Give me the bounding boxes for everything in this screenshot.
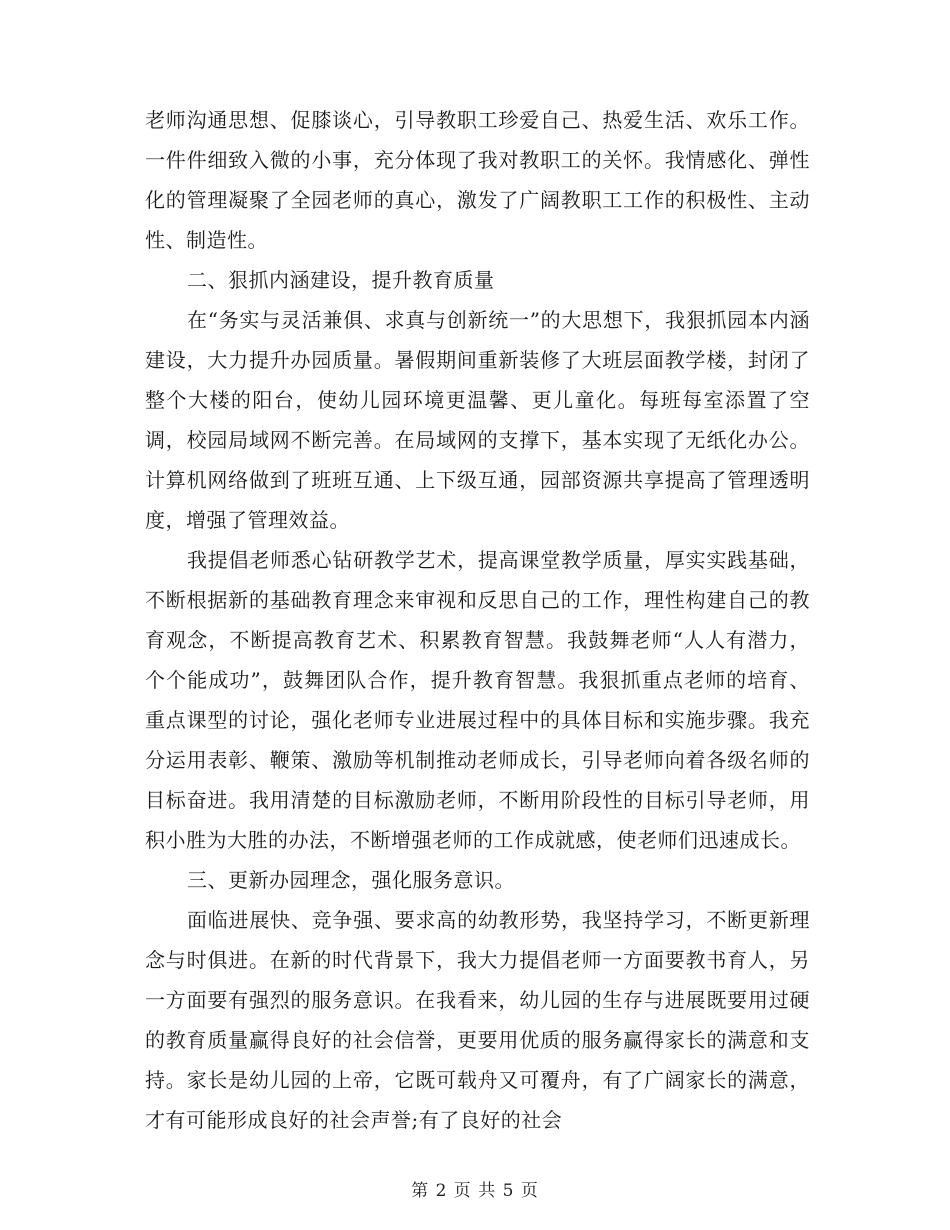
paragraph-1: 老师沟通思想、促膝谈心，引导教职工珍爱自己、热爱生活、欢乐工作。一件件细致入微的小事，充分体现了我对教职工的关怀。我情感化、弹性化的管理凝聚了全园老师的真心，激发了广阔教职工工作的积极性、主动性、制造性。 (145, 108, 810, 252)
paragraph-4: 面临进展快、竞争强、要求高的幼教形势，我坚持学习，不断更新理念与时俱进。在新的时代背景下，我大力提倡老师一方面要教书育人，另一方面要有强烈的服务意识。在我看来，幼儿园的生存与进展既要用过硬的教育质量赢得良好的社会信誉，更要用优质的服务赢得家长的满意和支持。家长是幼儿园的上帝，它既可载舟又可覆舟，有了广阔家长的满意，才有可能形成良好的社会声誉;有了良好的社会 (145, 908, 810, 1132)
section-heading-3: 三、更新办园理念，强化服务意识。 (187, 868, 515, 892)
paragraph-3: 我提倡老师悉心钻研教学艺术，提高课堂教学质量，厚实实践基础，不断根据新的基础教育理念来审视和反思自己的工作，理性构建自己的教育观念，不断提高教育艺术、积累教育智慧。我鼓舞老师“人人有潜力，个个能成功”，鼓舞团队合作，提升教育智慧。我狠抓重点老师的培育、重点课型的讨论，强化老师专业进展过程中的具体目标和实施步骤。我充分运用表彰、鞭策、激励等机制推动老师成长，引导老师向着各级名师的目标奋进。我用清楚的目标激励老师，不断用阶段性的目标引导老师，用积小胜为大胜的办法，不断增强老师的工作成就感，使老师们迅速成长。 (145, 548, 810, 852)
page-number-footer: 第 2 页 共 5 页 (411, 1181, 539, 1201)
document-body (145, 100, 810, 1140)
paragraph-2: 在“务实与灵活兼俱、求真与创新统一”的大思想下，我狠抓园本内涵建设，大力提升办园质量。暑假期间重新装修了大班层面教学楼，封闭了整个大楼的阳台，使幼儿园环境更温馨、更儿童化。每班每室添置了空调，校园局域网不断完善。在局域网的支撑下，基本实现了无纸化办公。计算机网络做到了班班互通、上下级互通，园部资源共享提高了管理透明度，增强了管理效益。 (145, 308, 810, 532)
section-heading-2: 二、狠抓内涵建设，提升教育质量 (187, 268, 495, 292)
